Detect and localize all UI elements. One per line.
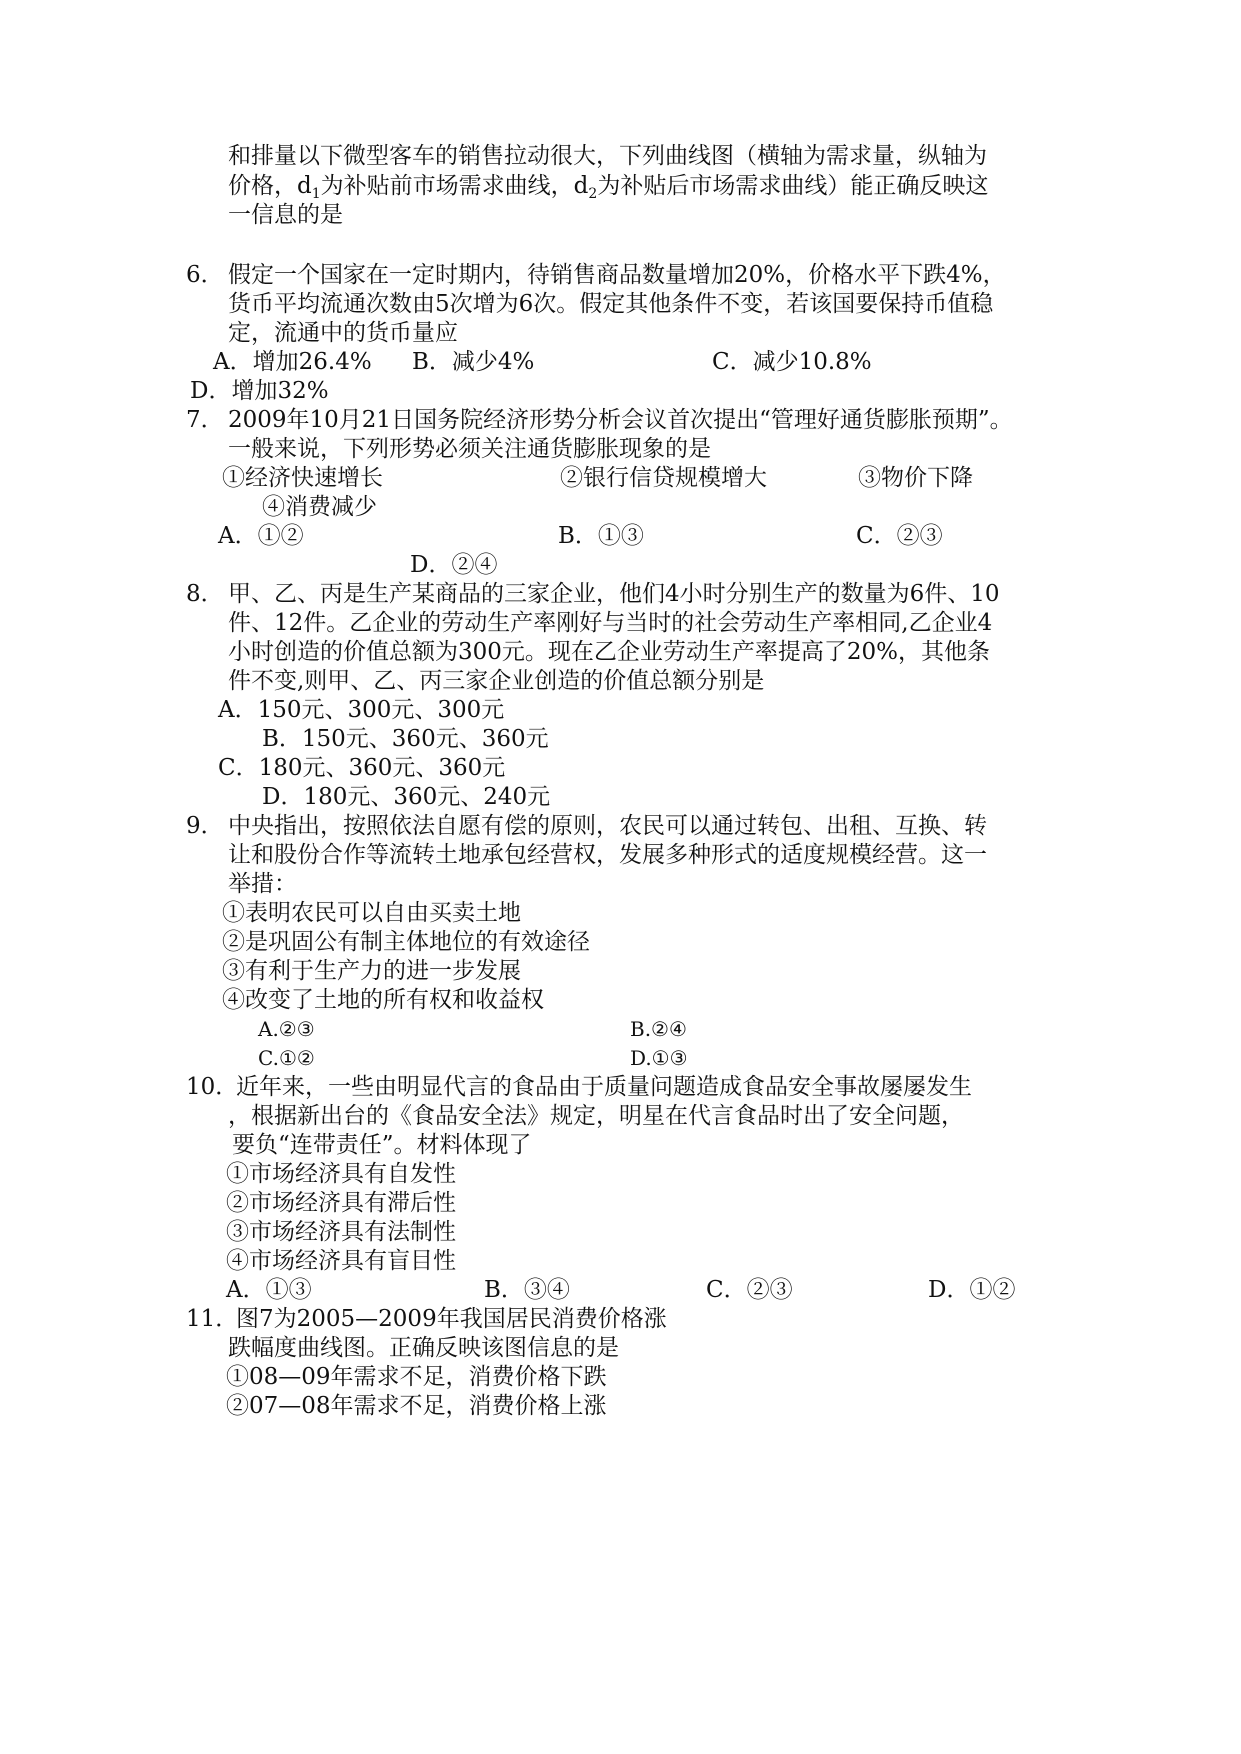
q10-stem-line: ，根据新出台的《食品安全法》规定，明星在代言食品时出了安全问题， bbox=[228, 1103, 964, 1129]
q7-option-b[interactable]: B．①③ bbox=[558, 523, 644, 549]
q8-option-a[interactable]: A．150元、300元、300元 bbox=[218, 697, 505, 723]
q9-stem-line: 让和股份合作等流转土地承包经营权，发展多种形式的适度规模经营。这一 bbox=[228, 842, 987, 868]
q7-item-3: ③物价下降 bbox=[858, 465, 973, 491]
q9-option-b[interactable]: B.②④ bbox=[630, 1017, 687, 1041]
q6-option-d[interactable]: D．增加32% bbox=[190, 378, 329, 404]
q6-stem-line: 假定一个国家在一定时期内，待销售商品数量增加20%，价格水平下跌4%， bbox=[228, 262, 1006, 288]
q10-item-1: ①市场经济具有自发性 bbox=[226, 1161, 456, 1187]
q11-item-2: ②07—08年需求不足，消费价格上涨 bbox=[226, 1393, 607, 1419]
q10-item-3: ③市场经济具有法制性 bbox=[226, 1219, 456, 1245]
q8-stem-line: 件不变,则甲、乙、丙三家企业创造的价值总额分别是 bbox=[228, 668, 765, 694]
q8-stem-line: 件、12件。乙企业的劳动生产率刚好与当时的社会劳动生产率相同,乙企业4 bbox=[228, 610, 993, 636]
q9-option-c[interactable]: C.①② bbox=[258, 1046, 315, 1070]
q6-option-a[interactable]: A．增加26.4% bbox=[213, 349, 372, 375]
q11-number: 11． bbox=[186, 1306, 239, 1332]
q8-option-c[interactable]: C．180元、360元、360元 bbox=[218, 755, 506, 781]
q8-option-d[interactable]: D．180元、360元、240元 bbox=[262, 784, 551, 810]
q10-option-a[interactable]: A．①③ bbox=[226, 1277, 312, 1303]
q7-stem-line: 2009年10月21日国务院经济形势分析会议首次提出“管理好通货膨胀预期”。 bbox=[228, 407, 1013, 433]
q9-item-2: ②是巩固公有制主体地位的有效途径 bbox=[222, 929, 590, 955]
subscript: 1 bbox=[311, 186, 321, 202]
q6-number: 6． bbox=[186, 262, 224, 288]
q11-stem-line: 跌幅度曲线图。正确反映该图信息的是 bbox=[228, 1335, 619, 1361]
q9-stem-line: 中央指出，按照依法自愿有偿的原则，农民可以通过转包、出租、互换、转 bbox=[228, 813, 987, 839]
q11-item-1: ①08—09年需求不足，消费价格下跌 bbox=[226, 1364, 607, 1390]
q5-text: 为补贴前市场需求曲线，d bbox=[320, 173, 589, 199]
q6-option-c[interactable]: C．减少10.8% bbox=[712, 349, 872, 375]
q9-option-d[interactable]: D.①③ bbox=[630, 1046, 688, 1070]
q10-stem-line: 要负“连带责任”。材料体现了 bbox=[232, 1132, 532, 1158]
q6-option-b[interactable]: B．减少4% bbox=[412, 349, 535, 375]
q10-stem-line: 近年来，一些由明显代言的食品由于质量问题造成食品安全事故屡屡发生 bbox=[236, 1074, 972, 1100]
q9-item-1: ①表明农民可以自由买卖土地 bbox=[222, 900, 521, 926]
q9-item-3: ③有利于生产力的进一步发展 bbox=[222, 958, 521, 984]
q8-stem-line: 甲、乙、丙是生产某商品的三家企业，他们4小时分别生产的数量为6件、10 bbox=[228, 581, 1000, 607]
q5-line-1: 和排量以下微型客车的销售拉动很大，下列曲线图（横轴为需求量，纵轴为 bbox=[228, 143, 987, 169]
q6-stem-line: 定，流通中的货币量应 bbox=[228, 320, 458, 346]
q7-item-2: ②银行信贷规模增大 bbox=[560, 465, 767, 491]
q11-stem-line: 图7为2005—2009年我国居民消费价格涨 bbox=[236, 1306, 667, 1332]
q10-option-b[interactable]: B．③④ bbox=[484, 1277, 570, 1303]
q7-item-4: ④消费减少 bbox=[262, 494, 377, 520]
q5-text: 为补贴后市场需求曲线）能正确反映这 bbox=[597, 173, 989, 199]
q10-item-4: ④市场经济具有盲目性 bbox=[226, 1248, 456, 1274]
q8-stem-line: 小时创造的价值总额为300元。现在乙企业劳动生产率提高了20%，其他条 bbox=[228, 639, 991, 665]
q5-line-3: 一信息的是 bbox=[228, 202, 343, 228]
q6-stem-line: 货币平均流通次数由5次增为6次。假定其他条件不变，若该国要保持币值稳 bbox=[228, 291, 994, 317]
q9-stem-line: 举措： bbox=[228, 871, 297, 897]
subscript: 2 bbox=[588, 186, 598, 202]
q10-item-2: ②市场经济具有滞后性 bbox=[226, 1190, 456, 1216]
q8-number: 8． bbox=[186, 581, 224, 607]
q7-stem-line: 一般来说，下列形势必须关注通货膨胀现象的是 bbox=[228, 436, 711, 462]
q7-number: 7． bbox=[186, 407, 224, 433]
q10-number: 10． bbox=[186, 1074, 239, 1100]
q7-option-d[interactable]: D．②④ bbox=[410, 552, 498, 578]
q5-text: 价格，d bbox=[228, 173, 312, 199]
q7-option-c[interactable]: C．②③ bbox=[856, 523, 943, 549]
q9-number: 9． bbox=[186, 813, 224, 839]
q10-option-c[interactable]: C．②③ bbox=[706, 1277, 793, 1303]
q10-option-d[interactable]: D．①② bbox=[928, 1277, 1016, 1303]
q7-item-1: ①经济快速增长 bbox=[222, 465, 383, 491]
q8-option-b[interactable]: B．150元、360元、360元 bbox=[262, 726, 549, 752]
q9-item-4: ④改变了土地的所有权和收益权 bbox=[222, 987, 544, 1013]
q7-option-a[interactable]: A．①② bbox=[218, 523, 304, 549]
q9-option-a[interactable]: A.②③ bbox=[258, 1017, 315, 1041]
